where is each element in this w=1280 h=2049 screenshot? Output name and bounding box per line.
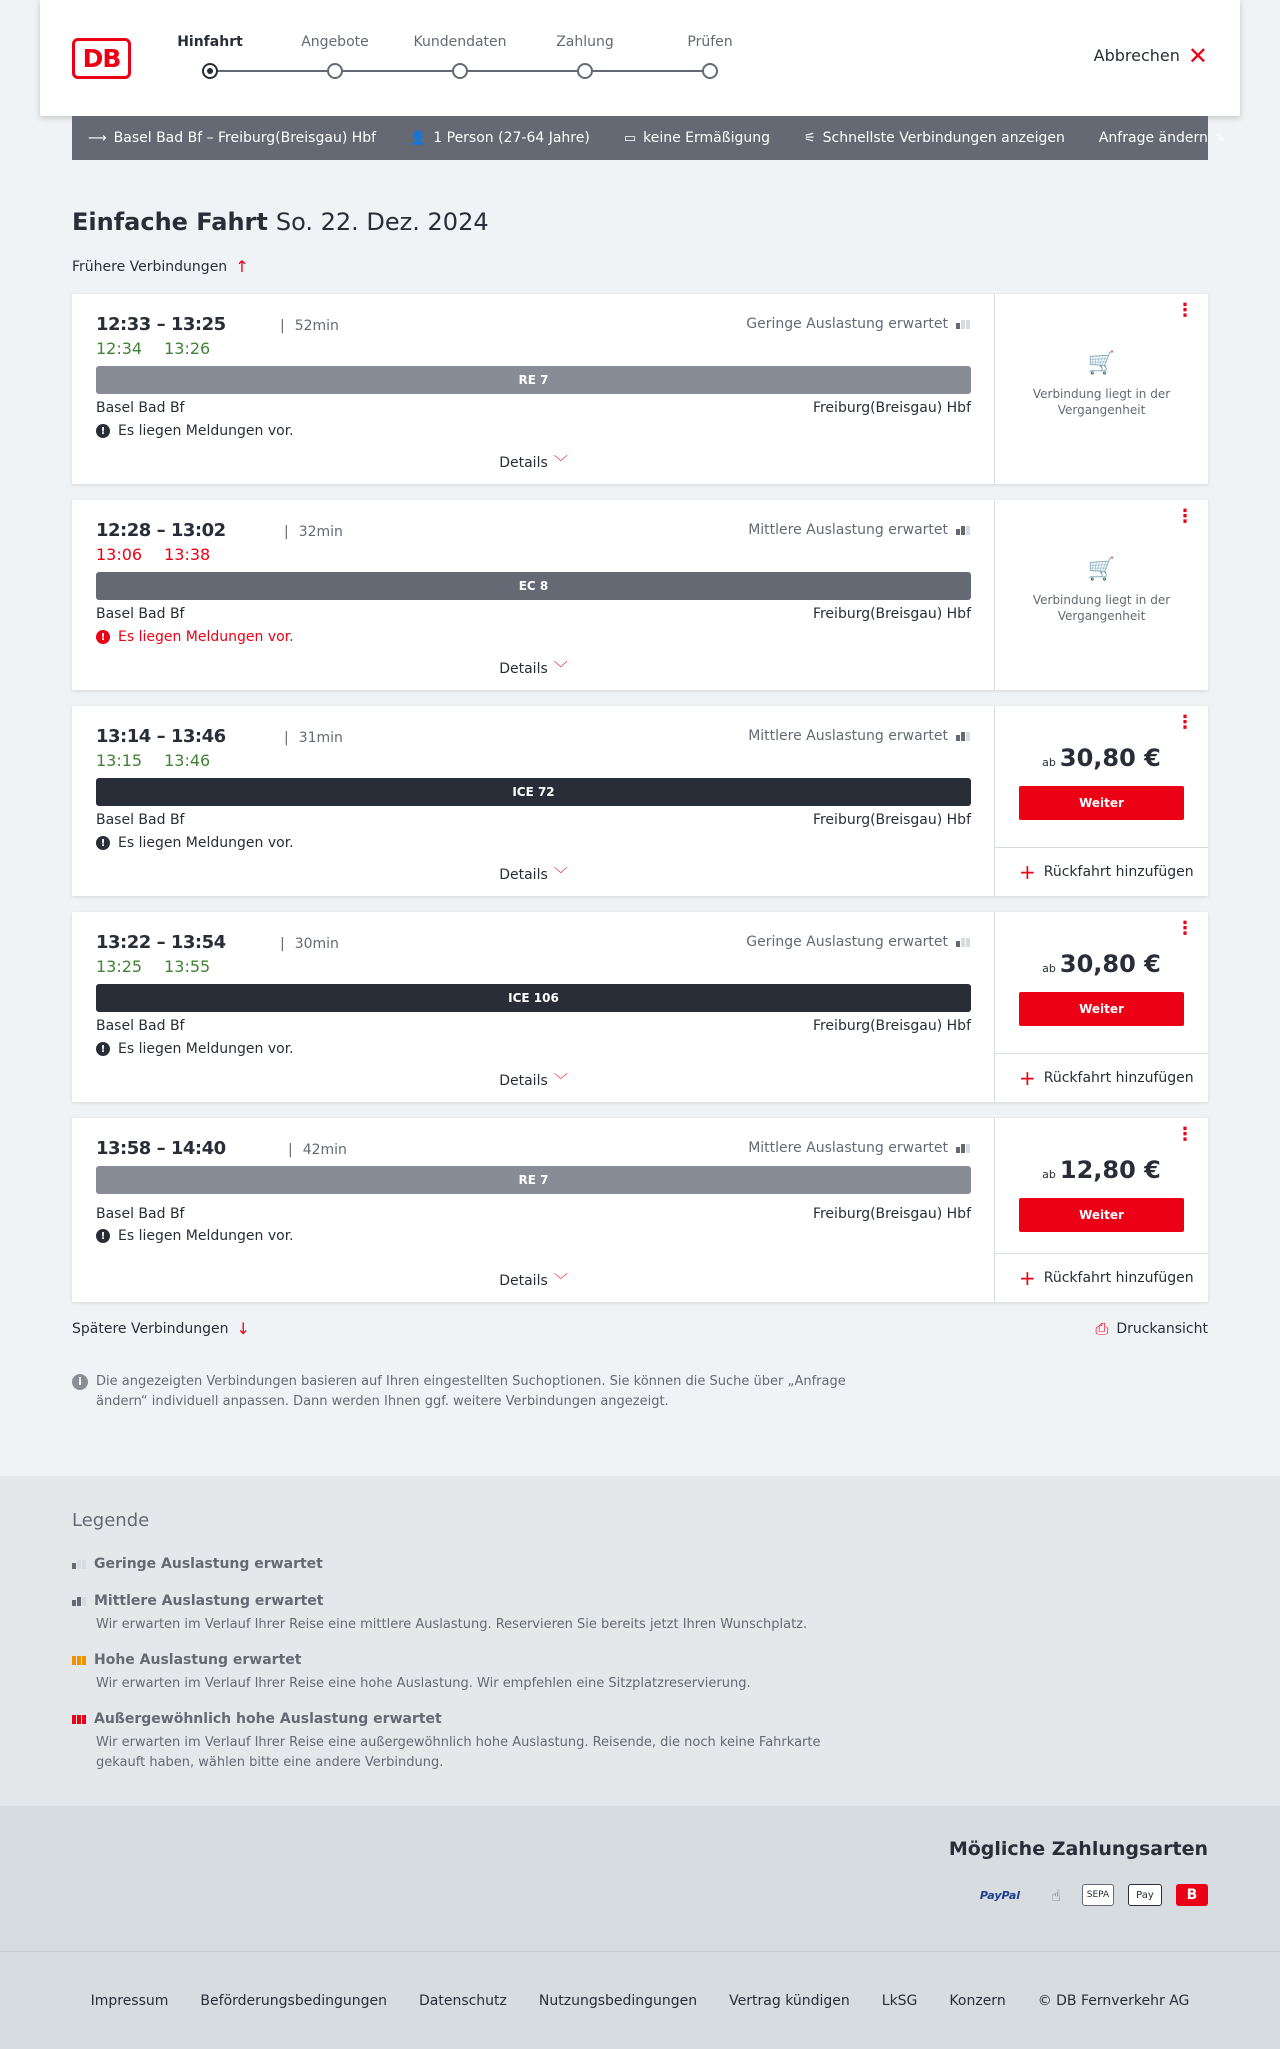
earlier-connections-link[interactable]: Frühere Verbindungen ↑ — [72, 257, 249, 276]
search-summary-bar — [72, 116, 1226, 160]
close-icon: ✕ — [1187, 41, 1208, 70]
realtime-times: 13:15 13:46 — [96, 751, 211, 770]
page-title: Einfache Fahrt So. 22. Dez. 2024 — [72, 208, 489, 236]
plus-icon: + — [1019, 1066, 1036, 1090]
printer-icon: ⎙ — [1095, 1319, 1109, 1338]
low-load-icon — [72, 1560, 86, 1569]
duration: | 31min — [284, 730, 343, 746]
step-pruefen: Prüfen — [660, 34, 760, 54]
train-badge: ICE 72 — [96, 778, 971, 806]
db-payment-icon: B — [1176, 1884, 1208, 1906]
occupancy-icon — [956, 1144, 970, 1153]
exclamation-icon: ! — [96, 630, 110, 644]
print-view-link[interactable]: ⎙ Druckansicht — [1095, 1319, 1208, 1338]
exclamation-icon: ! — [96, 424, 110, 438]
db-logo[interactable]: DB — [72, 38, 131, 79]
details-toggle[interactable]: Details ﹀ — [499, 1273, 568, 1289]
exclamation-icon: ! — [96, 1229, 110, 1243]
duration: | 52min — [280, 318, 339, 334]
footer — [0, 1952, 1280, 2049]
route-arrow-icon: ⟶ — [88, 130, 107, 146]
footer-link-befoerderungsbedingungen[interactable]: Beförderungsbedingungen — [200, 1992, 387, 2009]
past-connection-notice: 🛒 Verbindung liegt in der Vergangenheit — [995, 562, 1208, 624]
realtime-times: 12:34 13:26 — [96, 339, 211, 358]
payment-icons — [970, 1884, 1208, 1906]
price: ab 30,80 € — [1042, 950, 1161, 978]
realtime-times: 13:06 13:38 — [96, 545, 211, 564]
discount-summary: ▭ keine Ermäßigung — [623, 130, 770, 146]
step-hinfahrt[interactable]: Hinfahrt — [160, 34, 260, 54]
train-badge: EC 8 — [96, 572, 971, 600]
origin-station: Basel Bad Bf — [96, 400, 185, 416]
connection-details[interactable] — [72, 500, 995, 690]
price: ab 12,80 € — [1042, 1156, 1161, 1184]
add-return-trip-button[interactable]: + Rückfahrt hinzufügen — [995, 1053, 1208, 1102]
later-connections-link[interactable]: Spätere Verbindungen ↓ — [72, 1319, 250, 1338]
details-toggle[interactable]: Details ﹀ — [499, 1073, 568, 1089]
notice-message: ! Es liegen Meldungen vor. — [96, 1228, 294, 1244]
legend-item-low: Geringe Auslastung erwartet — [72, 1556, 852, 1572]
footer-link-impressum[interactable]: Impressum — [90, 1992, 169, 2009]
step-dot — [327, 63, 343, 79]
plus-icon: + — [1019, 860, 1036, 884]
destination-station: Freiburg(Breisgau) Hbf — [812, 1018, 971, 1034]
load-indicator: Mittlere Auslastung erwartet — [748, 1140, 970, 1156]
add-return-trip-button[interactable]: + Rückfahrt hinzufügen — [995, 847, 1208, 896]
train-badge: ICE 106 — [96, 984, 971, 1012]
legend-item-high: Hohe Auslastung erwartet Wir erwarten im Verlauf Ihrer Reise eine hohe Auslastung. Wir empfehlen eine Sitzplatzreservierung. — [72, 1652, 852, 1694]
exclamation-icon: ! — [96, 836, 110, 850]
connection-card — [72, 500, 1208, 690]
arrow-down-icon: ↓ — [236, 1319, 250, 1338]
notice-message: ! Es liegen Meldungen vor. — [96, 1041, 294, 1057]
load-indicator: Geringe Auslastung erwartet — [746, 934, 970, 950]
continue-button[interactable]: Weiter — [1019, 992, 1184, 1026]
past-connection-notice: 🛒 Verbindung liegt in der Vergangenheit — [995, 356, 1208, 418]
occupancy-icon — [956, 320, 970, 329]
origin-station: Basel Bad Bf — [96, 812, 185, 828]
continue-button[interactable]: Weiter — [1019, 786, 1184, 820]
person-icon: 👤 — [410, 130, 427, 146]
step-kundendaten: Kundendaten — [410, 34, 510, 54]
scheduled-times: 12:28 – 13:02 — [96, 520, 226, 541]
more-options-icon[interactable]: ⋮ — [1176, 918, 1194, 939]
stations — [96, 400, 971, 416]
destination-station: Freiburg(Breisgau) Hbf — [812, 400, 971, 416]
duration: | 30min — [280, 936, 339, 952]
offer-panel — [995, 1118, 1208, 1302]
card-icon: ▭ — [623, 130, 637, 146]
train-badge: RE 7 — [96, 366, 971, 394]
chevron-down-icon: ﹀ — [553, 1273, 568, 1289]
scheduled-times: 13:14 – 13:46 — [96, 726, 226, 747]
duration: | 32min — [284, 524, 343, 540]
connection-card — [72, 294, 1208, 484]
step-dot — [577, 63, 593, 79]
credit-card-hand-icon: ☝ — [1051, 1885, 1061, 1905]
load-indicator: Mittlere Auslastung erwartet — [748, 728, 970, 744]
notice-message: ! Es liegen Meldungen vor. — [96, 835, 294, 851]
origin-station: Basel Bad Bf — [96, 606, 185, 622]
cancel-button[interactable]: Abbrechen ✕ — [1093, 41, 1208, 70]
filter-icon: ⚟ — [803, 130, 816, 146]
high-load-icon — [72, 1656, 86, 1665]
add-return-trip-button[interactable]: + Rückfahrt hinzufügen — [995, 1253, 1208, 1302]
origin-station: Basel Bad Bf — [96, 1206, 185, 1222]
train-badge: RE 7 — [96, 1166, 971, 1194]
more-options-icon[interactable]: ⋮ — [1176, 506, 1194, 527]
more-options-icon[interactable]: ⋮ — [1176, 712, 1194, 733]
step-zahlung: Zahlung — [535, 34, 635, 54]
cart-unavailable-icon: 🛒 — [1087, 351, 1116, 376]
details-toggle[interactable]: Details ﹀ — [499, 661, 568, 677]
connection-details[interactable] — [72, 912, 995, 1102]
duration: | 42min — [288, 1142, 347, 1158]
change-request-button[interactable]: Anfrage ändern ✎ — [1098, 130, 1226, 146]
chevron-down-icon: ﹀ — [553, 1073, 568, 1089]
footer-copyright: © DB Fernverkehr AG — [1037, 1992, 1190, 2009]
offer-panel — [995, 912, 1208, 1102]
load-indicator: Geringe Auslastung erwartet — [746, 316, 970, 332]
step-dot — [702, 63, 718, 79]
realtime-times: 13:25 13:55 — [96, 957, 211, 976]
very-high-load-icon — [72, 1715, 86, 1724]
route-summary: ⟶ Basel Bad Bf – Freiburg(Breisgau) Hbf — [88, 130, 377, 146]
footer-link-datenschutz[interactable]: Datenschutz — [418, 1992, 507, 2009]
occupancy-icon — [956, 732, 970, 741]
medium-load-icon — [72, 1597, 86, 1606]
step-angebote: Angebote — [285, 34, 385, 54]
search-info-note: i Die angezeigten Verbindungen basieren auf Ihren eingestellten Suchoptionen. Sie können die Suche über „Anfrage ändern“ individuell anpassen. Dann werden Ihnen ggf. weitere Verbindungen angezeigt. — [72, 1372, 852, 1412]
legend-title: Legende — [72, 1510, 150, 1531]
header — [40, 0, 1240, 116]
occupancy-icon — [956, 938, 970, 947]
more-options-icon[interactable]: ⋮ — [1176, 300, 1194, 321]
notice-message: ! Es liegen Meldungen vor. — [96, 629, 294, 645]
legend-item-very-high: Außergewöhnlich hohe Auslastung erwartet Wir erwarten im Verlauf Ihrer Reise eine außergewöhnlich hohe Auslastung. Reisende, die noch keine Fahrkarte gekauft haben, wählen bitte eine andere Verbindung. — [72, 1711, 852, 1773]
payment-title: Mögliche Zahlungsarten — [948, 1838, 1208, 1860]
stations — [96, 606, 971, 622]
stations — [96, 812, 971, 828]
pencil-icon: ✎ — [1214, 130, 1226, 146]
notice-message: ! Es liegen Meldungen vor. — [96, 423, 294, 439]
scheduled-times: 13:22 – 13:54 — [96, 932, 226, 953]
sepa-icon: SEPA — [1082, 1884, 1114, 1906]
exclamation-icon: ! — [96, 1042, 110, 1056]
step-dot — [452, 63, 468, 79]
info-icon: i — [72, 1374, 88, 1390]
connection-details[interactable] — [72, 1118, 995, 1302]
origin-station: Basel Bad Bf — [96, 1018, 185, 1034]
destination-station: Freiburg(Breisgau) Hbf — [812, 606, 971, 622]
offer-panel — [995, 500, 1208, 690]
connection-card — [72, 706, 1208, 896]
connection-details[interactable] — [72, 294, 995, 484]
price: ab 30,80 € — [1042, 744, 1161, 772]
chevron-down-icon: ﹀ — [553, 455, 568, 471]
connection-card — [72, 912, 1208, 1102]
legend-section — [0, 1476, 1280, 1806]
cart-unavailable-icon: 🛒 — [1087, 557, 1116, 582]
footer-link-konzern[interactable]: Konzern — [949, 1992, 1006, 2009]
plus-icon: + — [1019, 1266, 1036, 1290]
scheduled-times: 13:58 – 14:40 — [96, 1138, 226, 1159]
scheduled-times: 12:33 – 13:25 — [96, 314, 226, 335]
paypal-icon: PayPal — [979, 1888, 1021, 1902]
continue-button[interactable]: Weiter — [1019, 1198, 1184, 1232]
stations — [96, 1206, 971, 1222]
footer-link-lksg[interactable]: LkSG — [881, 1992, 918, 2009]
more-options-icon[interactable]: ⋮ — [1176, 1124, 1194, 1145]
legend-item-medium: Mittlere Auslastung erwartet Wir erwarten im Verlauf Ihrer Reise eine mittlere Auslastung. Reservieren Sie bereits jetzt Ihren Wunschplatz. — [72, 1593, 852, 1635]
footer-link-nutzungsbedingungen[interactable]: Nutzungsbedingungen — [538, 1992, 698, 2009]
apple-pay-icon: Pay — [1128, 1884, 1162, 1906]
offer-panel — [995, 706, 1208, 896]
fastest-toggle[interactable]: ⚟ Schnellste Verbindungen anzeigen — [803, 130, 1065, 146]
footer-link-vertrag-kuendigen[interactable]: Vertrag kündigen — [729, 1992, 850, 2009]
details-toggle[interactable]: Details ﹀ — [499, 867, 568, 883]
arrow-up-icon: ↑ — [235, 257, 249, 276]
connection-card — [72, 1118, 1208, 1302]
payment-methods-section — [0, 1806, 1280, 1952]
step-dot — [202, 63, 218, 79]
details-toggle[interactable]: Details ﹀ — [499, 455, 568, 471]
booking-stepper — [177, 34, 770, 84]
destination-station: Freiburg(Breisgau) Hbf — [812, 1206, 971, 1222]
connection-details[interactable] — [72, 706, 995, 896]
chevron-down-icon: ﹀ — [553, 661, 568, 677]
occupancy-icon — [956, 526, 970, 535]
stations — [96, 1018, 971, 1034]
passenger-summary: 👤 1 Person (27-64 Jahre) — [410, 130, 590, 146]
load-indicator: Mittlere Auslastung erwartet — [748, 522, 970, 538]
offer-panel — [995, 294, 1208, 484]
chevron-down-icon: ﹀ — [553, 867, 568, 883]
destination-station: Freiburg(Breisgau) Hbf — [812, 812, 971, 828]
